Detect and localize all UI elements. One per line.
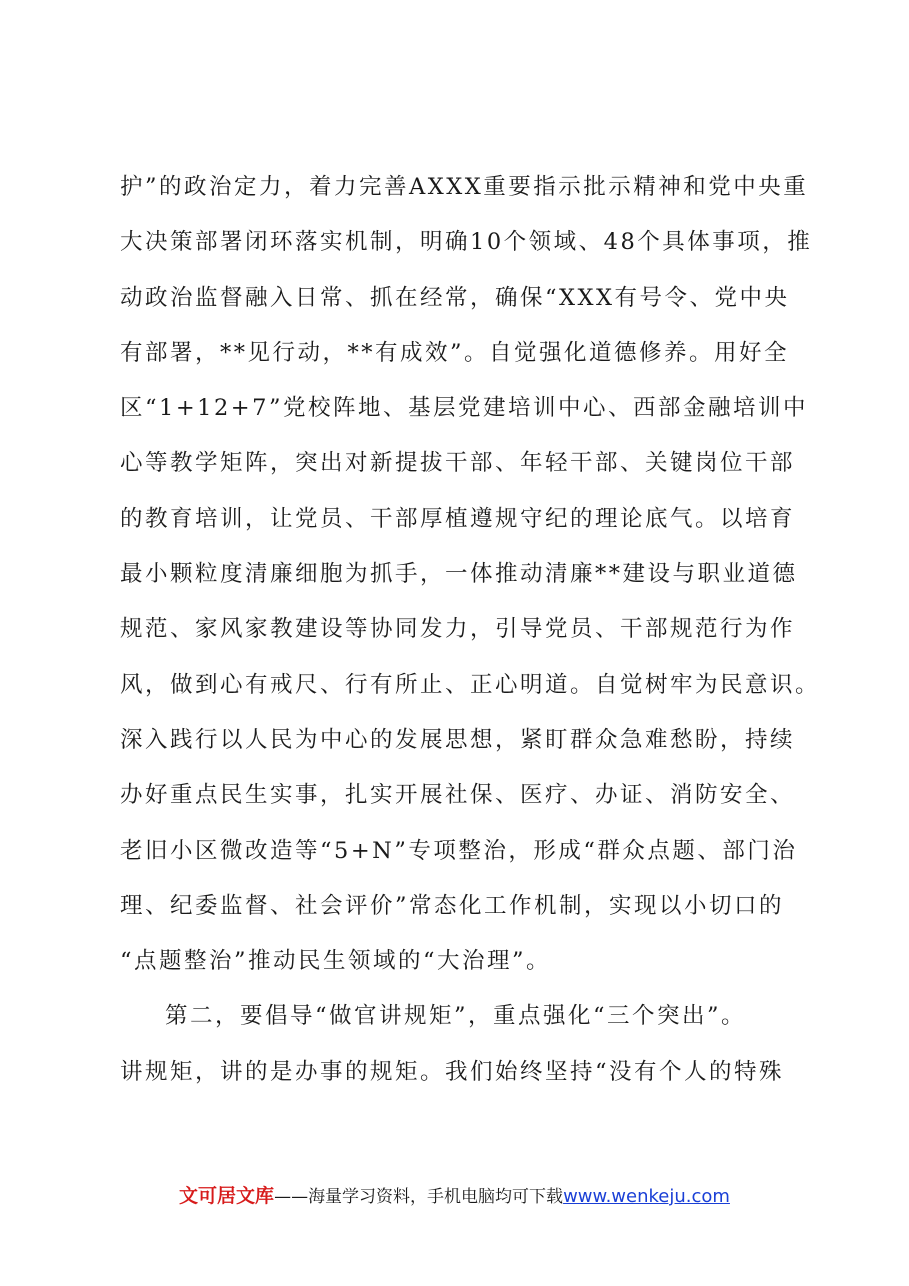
- text-line: 的教育培训，让党员、干部厚植遵规守纪的理论底气。以培育: [120, 505, 796, 532]
- text-line: 心等教学矩阵，突出对新提拔干部、年轻干部、关键岗位干部: [120, 450, 796, 477]
- text-line: 最小颗粒度清廉细胞为抓手，一体推动清廉**建设与职业道德: [120, 561, 798, 588]
- paragraph-start-line: 第二，要倡导“做官讲规矩”，重点强化“三个突出”。: [165, 1003, 747, 1030]
- text-line: 讲规矩，讲的是办事的规矩。我们始终坚持“没有个人的特殊: [120, 1058, 785, 1085]
- footer-brand: 文可居文库: [179, 1185, 275, 1207]
- text-line: 深入践行以人民为中心的发展思想，紧盯群众急难愁盼，持续: [120, 726, 796, 753]
- text-line: 动政治监督融入日常、抓在经常，确保“XXX有号令、党中央: [120, 284, 790, 311]
- text-line: “点题整治”推动民生领域的“大治理”。: [120, 948, 552, 975]
- text-line: 规范、家风家教建设等协同发力，引导党员、干部规范行为作: [120, 616, 796, 643]
- text-line: 护”的政治定力，着力完善AXXX重要指示批示精神和党中央重: [120, 174, 809, 200]
- text-line: 大决策部署闭环落实机制，明确10个领域、48个具体事项，推: [120, 229, 813, 256]
- footer-site-link[interactable]: www.wenkeju.com: [563, 1186, 730, 1207]
- footer-banner: [0, 1183, 909, 1210]
- text-line: 有部署，**见行动，**有成效”。自觉强化道德修养。用好全: [120, 339, 790, 366]
- text-line: 老旧小区微改造等“5+N”专项整治，形成“群众点题、部门治: [120, 837, 798, 864]
- document-body: [120, 160, 821, 1100]
- text-line: 理、纪委监督、社会评价”常态化工作机制，实现以小切口的: [120, 892, 785, 919]
- text-line: 风，做到心有戒尺、行有所止、正心明道。自觉树牢为民意识。: [120, 671, 821, 698]
- text-line: 区“1+12+7”党校阵地、基层党建培训中心、西部金融培训中: [120, 395, 808, 422]
- text-line: 办好重点民生实事，扎实开展社保、医疗、办证、消防安全、: [120, 782, 796, 809]
- footer-tagline: ——海量学习资料，手机电脑均可下载: [274, 1187, 564, 1207]
